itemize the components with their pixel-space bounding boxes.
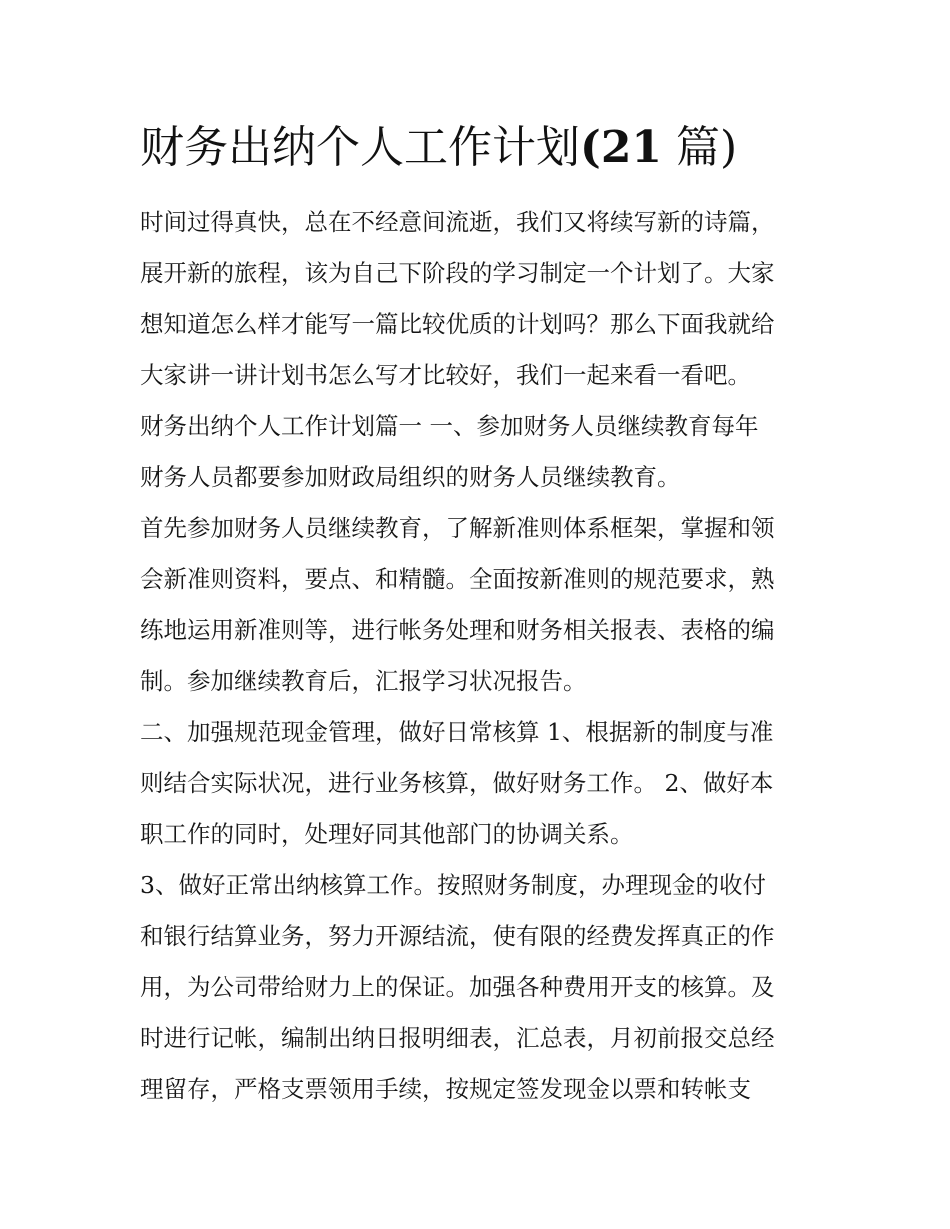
title-text: 财务出纳个人工作计划 bbox=[140, 122, 580, 173]
text-line: 练地运用新准则等，进行帐务处理和财务相关报表、表格的编 bbox=[140, 616, 775, 644]
text-line: 时进行记帐，编制出纳日报明细表，汇总表，月初前报交总经 bbox=[140, 1024, 775, 1052]
text-line: 财务人员都要参加财政局组织的财务人员继续教育。 bbox=[140, 463, 681, 491]
document-title bbox=[140, 118, 830, 178]
text-line: 和银行结算业务，努力开源结流，使有限的经费发挥真正的作 bbox=[140, 922, 775, 950]
text-line: 则结合实际状况，进行业务核算，做好财务工作。 2、做好本 bbox=[140, 769, 774, 797]
text-line: 大家讲一讲计划书怎么写才比较好，我们一起来看一看吧。 bbox=[140, 361, 751, 389]
text-line: 理留存，严格支票领用手续，按规定签发现金以票和转帐支 bbox=[140, 1075, 751, 1103]
text-line: 二、加强规范现金管理，做好日常核算 1、根据新的制度与准 bbox=[140, 718, 774, 746]
text-line: 首先参加财务人员继续教育，了解新准则体系框架，掌握和领 bbox=[140, 514, 775, 542]
document-body bbox=[140, 197, 815, 1115]
text-line: 财务出纳个人工作计划篇一 一、参加财务人员继续教育每年 bbox=[140, 412, 759, 440]
text-line: 职工作的同时，处理好同其他部门的协调关系。 bbox=[140, 820, 634, 848]
text-line: 展开新的旅程，该为自己下阶段的学习制定一个计划了。大家 bbox=[140, 259, 775, 287]
text-line: 会新准则资料，要点、和精髓。全面按新准则的规范要求，熟 bbox=[140, 565, 775, 593]
text-line: 3、做好正常出纳核算工作。按照财务制度，办理现金的收付 bbox=[140, 871, 766, 899]
text-line: 想知道怎么样才能写一篇比较优质的计划吗？那么下面我就给 bbox=[140, 310, 775, 338]
title-suffix: 篇) bbox=[662, 122, 738, 173]
title-count: (21 bbox=[580, 122, 663, 173]
text-line: 制。参加继续教育后，汇报学习状况报告。 bbox=[140, 667, 587, 695]
text-line: 用，为公司带给财力上的保证。加强各种费用开支的核算。及 bbox=[140, 973, 775, 1001]
text-line: 时间过得真快，总在不经意间流逝，我们又将续写新的诗篇， bbox=[140, 208, 775, 236]
